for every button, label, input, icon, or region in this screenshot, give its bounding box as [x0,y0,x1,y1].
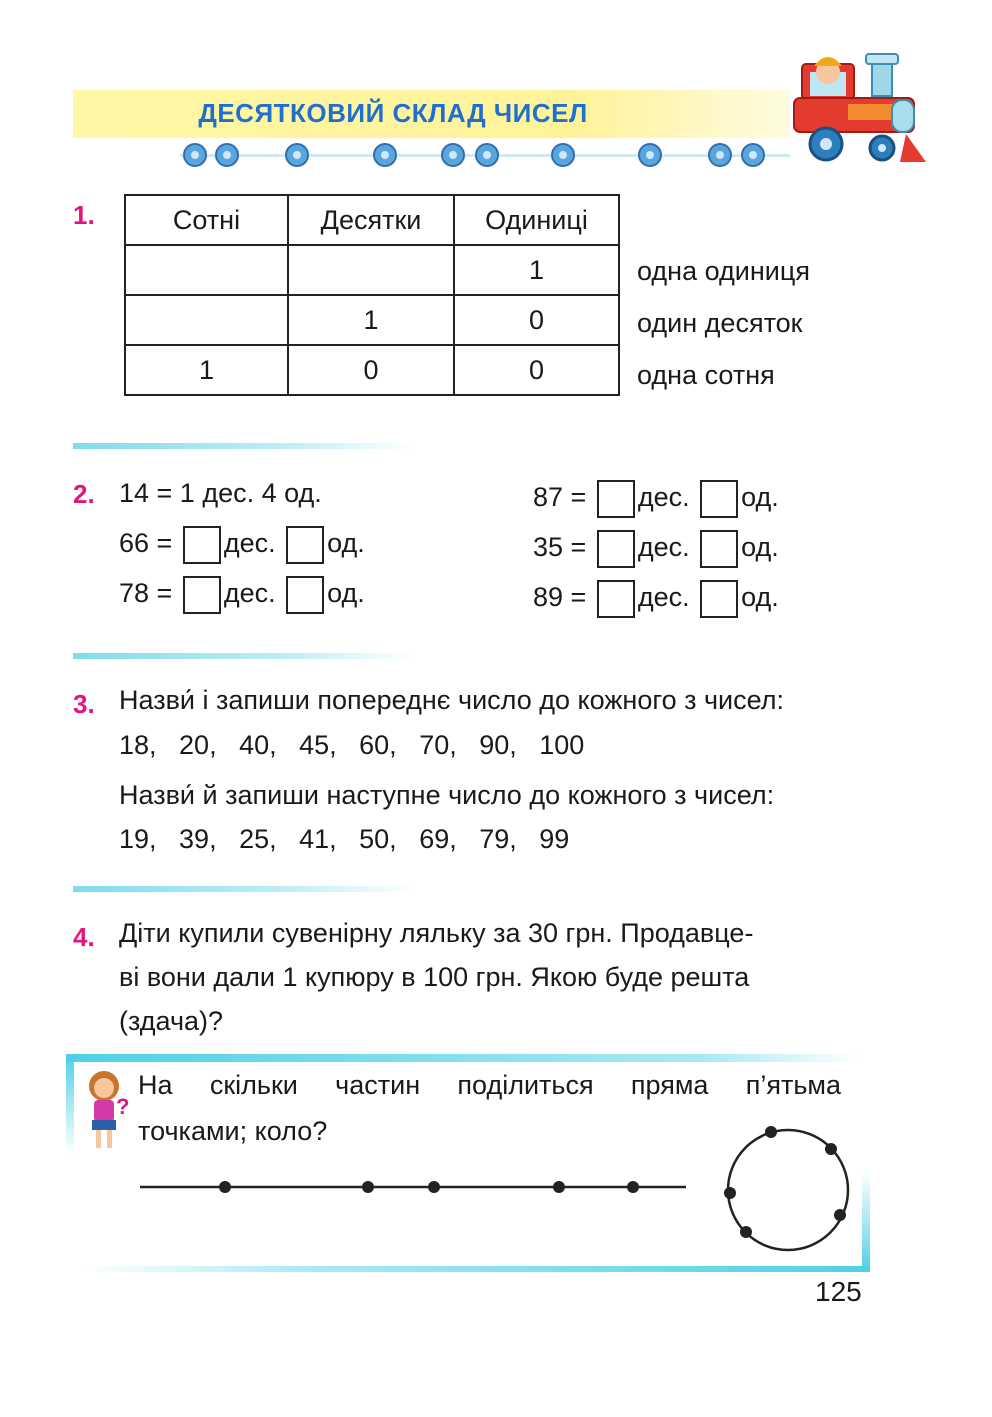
frame-border [66,1054,862,1062]
unit-label: дес. [223,578,276,608]
answer-box-tens[interactable] [597,480,635,518]
header-hundreds: Сотні [125,195,288,245]
puzzle-text: На скільки частин поділиться пряма п’ятьма [138,1070,841,1100]
frame-border [862,1172,870,1272]
task-2-equation [119,522,365,564]
answer-box-units[interactable] [286,526,324,564]
row-label: один десяток [637,308,803,338]
page-number: 125 [815,1276,862,1307]
answer-box-tens[interactable] [183,526,221,564]
task-3-numbers: 18, 20, 40, 45, 60, 70, 90, 100 [119,730,585,760]
answer-box-units[interactable] [286,576,324,614]
separator [73,886,418,892]
answer-box-units[interactable] [700,580,738,618]
table-row [125,295,619,345]
unit-label: дес. [637,482,690,512]
table-row [125,245,619,295]
table-cell: 0 [288,345,454,395]
answer-box-units[interactable] [700,480,738,518]
task-4-text: ві вони дали 1 купюру в 100 грн. Якою буде решта [119,962,750,992]
task-2-equation [119,572,365,614]
puzzle-text: точками; коло? [138,1116,328,1146]
equation-lhs: 78 = [119,578,173,608]
header-tens: Десятки [288,195,454,245]
task-3-numbers: 19, 39, 25, 41, 50, 69, 79, 99 [119,824,570,854]
separator [73,443,418,449]
task-2-example: 14 = 1 дес. 4 од. [119,478,322,508]
task-3-number: 3. [73,689,95,719]
table-cell: 0 [454,295,619,345]
equation-lhs: 35 = [533,532,587,562]
equation-lhs: 87 = [533,482,587,512]
task-4-text: Діти купили сувенірну ляльку за 30 грн. Продавце- [119,918,754,948]
unit-label: од. [741,532,779,562]
table-cell: 1 [288,295,454,345]
wheels-decoration [175,142,775,168]
row-label: одна сотня [637,360,775,390]
table-cell: 1 [125,345,288,395]
header-units: Одиниці [454,195,619,245]
frame-border [66,1054,74,1154]
task-2-equation [533,576,779,618]
girl-illustration [80,1068,130,1156]
train-illustration [788,44,928,168]
equation-lhs: 66 = [119,528,173,558]
row-label: одна одиниця [637,256,810,286]
task-4-number: 4. [73,922,95,952]
frame-border [78,1266,870,1272]
table-cell [125,295,288,345]
task-1-number: 1. [73,200,95,230]
unit-label: од. [327,578,365,608]
svg-text:?: ? [116,1094,130,1119]
task-2-equation [533,476,779,518]
separator [73,653,418,659]
table-header-row [125,195,619,245]
table-cell: 1 [454,245,619,295]
table-cell [125,245,288,295]
table-cell [288,245,454,295]
unit-label: од. [327,528,365,558]
task-2-equation [533,526,779,568]
page-title: ДЕСЯТКОВИЙ СКЛАД ЧИСЕЛ [198,98,588,128]
answer-box-tens[interactable] [597,530,635,568]
task-4-text: (здача)? [119,1006,224,1036]
equation-lhs: 89 = [533,582,587,612]
line-and-circle-figure [130,1120,860,1260]
answer-box-tens[interactable] [597,580,635,618]
task-2-number: 2. [73,479,95,509]
task-3-instruction: Назви́ й запиши наступне число до кожного з чисел: [119,780,775,810]
table-row [125,345,619,395]
task-3-instruction: Назви́ і запиши попереднє число до кожного з чисел: [119,685,785,715]
unit-label: од. [741,482,779,512]
unit-label: дес. [637,582,690,612]
answer-box-tens[interactable] [183,576,221,614]
place-value-table [124,194,620,396]
answer-box-units[interactable] [700,530,738,568]
unit-label: од. [741,582,779,612]
table-cell: 0 [454,345,619,395]
unit-label: дес. [637,532,690,562]
unit-label: дес. [223,528,276,558]
